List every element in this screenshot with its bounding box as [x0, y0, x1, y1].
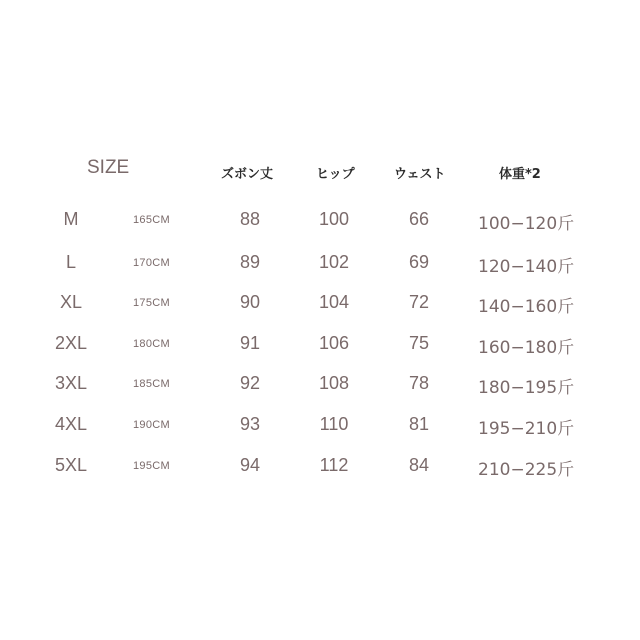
size-cell: 4XL	[54, 414, 88, 434]
height-cell: 185CM	[133, 378, 170, 390]
length-cell: 88	[239, 209, 261, 229]
table-row	[0, 252, 640, 282]
waist-cell: 78	[408, 373, 430, 393]
weight-cell: 120−140斤	[478, 257, 575, 277]
size-title: SIZE	[87, 157, 130, 178]
hip-cell: 102	[318, 252, 350, 272]
length-cell: 89	[239, 252, 261, 272]
hip-cell: 112	[319, 455, 349, 475]
table-row	[0, 455, 640, 485]
header-hip: ヒップ	[316, 167, 355, 182]
weight-cell: 160−180斤	[478, 338, 575, 358]
table-row	[0, 292, 640, 322]
size-cell: 2XL	[54, 333, 88, 353]
weight-cell: 180−195斤	[478, 378, 575, 398]
length-cell: 91	[239, 333, 261, 353]
height-cell: 170CM	[133, 257, 170, 269]
size-cell: M	[63, 209, 79, 229]
size-cell: 5XL	[54, 455, 88, 475]
hip-cell: 100	[318, 209, 350, 229]
length-cell: 92	[239, 373, 261, 393]
hip-cell: 108	[318, 373, 350, 393]
header-weight: 体重*2	[499, 167, 541, 182]
length-cell: 94	[239, 455, 261, 475]
hip-cell: 104	[318, 292, 350, 312]
waist-cell: 84	[408, 455, 430, 475]
hip-cell: 106	[318, 333, 350, 353]
table-row	[0, 209, 640, 239]
height-cell: 195CM	[133, 460, 170, 472]
table-row	[0, 373, 640, 403]
weight-cell: 210−225斤	[478, 460, 575, 480]
waist-cell: 81	[408, 414, 430, 434]
waist-cell: 66	[408, 209, 430, 229]
waist-cell: 75	[408, 333, 430, 353]
height-cell: 190CM	[133, 419, 170, 431]
size-cell: 3XL	[54, 373, 88, 393]
weight-cell: 140−160斤	[478, 297, 575, 317]
length-cell: 90	[239, 292, 261, 312]
weight-cell: 195−210斤	[478, 419, 575, 439]
waist-cell: 69	[408, 252, 430, 272]
waist-cell: 72	[408, 292, 430, 312]
table-row	[0, 414, 640, 444]
header-length: ズボン丈	[221, 167, 274, 182]
table-row	[0, 333, 640, 363]
height-cell: 175CM	[133, 297, 170, 309]
weight-cell: 100−120斤	[478, 214, 575, 234]
height-cell: 165CM	[133, 214, 170, 226]
height-cell: 180CM	[133, 338, 170, 350]
length-cell: 93	[239, 414, 261, 434]
hip-cell: 110	[319, 414, 349, 434]
size-cell: XL	[59, 292, 83, 312]
header-waist: ウェスト	[394, 167, 446, 182]
size-cell: L	[65, 252, 76, 272]
